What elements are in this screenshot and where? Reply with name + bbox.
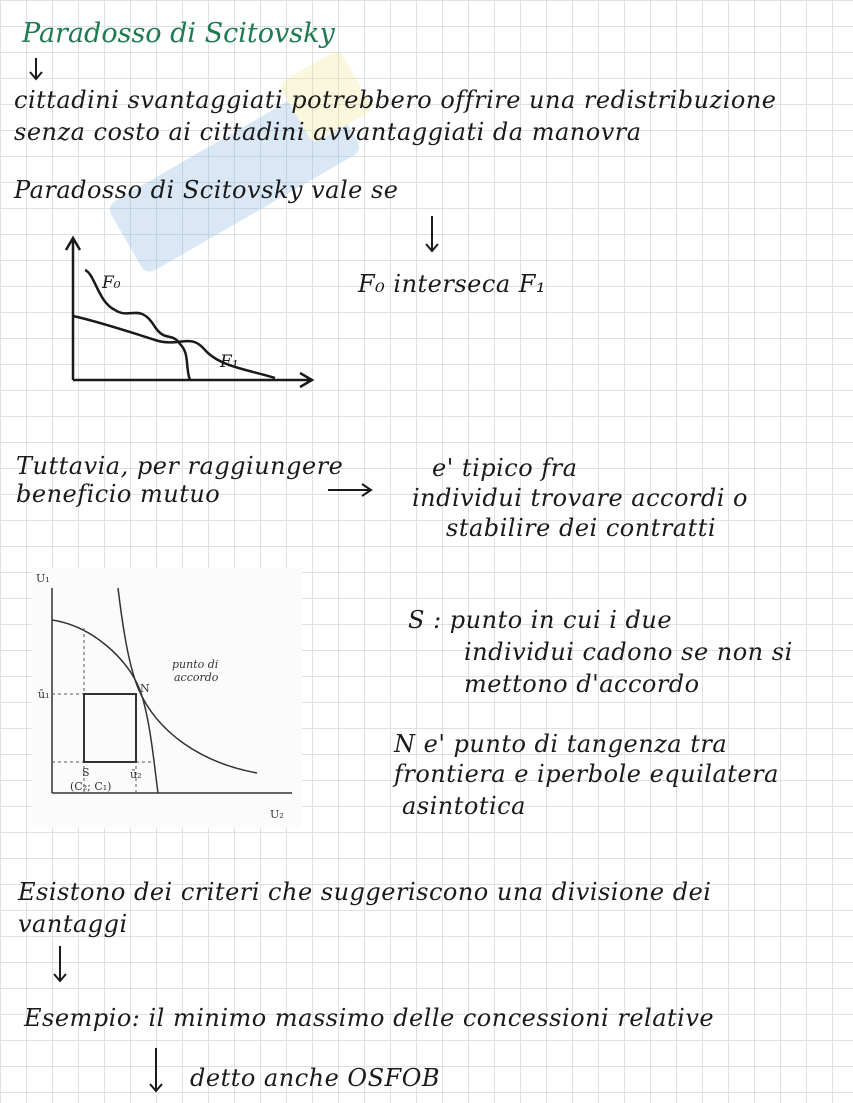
arrow-down-icon	[422, 214, 442, 254]
page-title: Paradosso di Scitovsky	[22, 18, 335, 49]
arrow-down-icon	[146, 1046, 166, 1094]
curve-f1	[73, 316, 275, 378]
arrow-right-icon	[326, 482, 376, 498]
text-line-2: senza costo ai cittadini avvantaggiati da manovra	[14, 118, 642, 146]
label-u1-bar: ū₁	[38, 688, 50, 701]
label-u2-bar: ū₂	[130, 768, 142, 781]
y-axis	[66, 238, 80, 380]
text-line-1: cittadini svantaggiati potrebbero offrire una redistribuzione	[14, 86, 777, 114]
label-f1: F₁	[220, 352, 239, 372]
agreement-figure	[32, 568, 302, 828]
label-f0: F₀	[102, 273, 121, 293]
text-vale-se: Paradosso di Scitovsky vale se	[14, 176, 399, 204]
label-accordo-1: punto di	[172, 658, 219, 671]
text-criteri-1: Esistono dei criteri che suggeriscono una divisione dei	[18, 878, 712, 906]
text-n-def-3: asintotica	[402, 792, 526, 820]
text-s-def-3: mettono d'accordo	[464, 670, 700, 698]
arrow-down-icon	[26, 56, 46, 82]
text-tuttavia-1: Tuttavia, per raggiungere	[16, 452, 344, 480]
arrow-down-icon	[50, 944, 70, 984]
x-axis	[73, 373, 312, 387]
curve-f0	[85, 270, 190, 380]
text-tipico-1: e' tipico fra	[432, 454, 578, 482]
text-tipico-2: individui trovare accordi o	[412, 484, 748, 512]
label-u1: U₁	[36, 572, 50, 585]
frontier-graph	[60, 232, 320, 392]
text-esempio: Esempio: il minimo massimo delle concessioni relative	[24, 1004, 715, 1032]
label-s-coords: (C₂; C₁)	[70, 780, 112, 793]
label-s: S	[82, 766, 90, 779]
text-tuttavia-2: beneficio mutuo	[16, 480, 221, 508]
text-n-def-1: N e' punto di tangenza tra	[394, 730, 728, 758]
text-interseca: F₀ interseca F₁	[358, 270, 547, 298]
text-n-def-2: frontiera e iperbole equilatera	[394, 760, 779, 788]
text-s-def-2: individui cadono se non si	[464, 638, 793, 666]
label-n: N	[140, 682, 150, 695]
text-s-def-1: S : punto in cui i due	[408, 606, 673, 634]
text-detto: detto anche OSFOB	[190, 1064, 441, 1092]
text-tipico-3: stabilire dei contratti	[446, 514, 717, 542]
label-accordo-2: accordo	[174, 671, 219, 684]
text-criteri-2: vantaggi	[18, 910, 128, 938]
label-u2: U₂	[270, 808, 284, 821]
